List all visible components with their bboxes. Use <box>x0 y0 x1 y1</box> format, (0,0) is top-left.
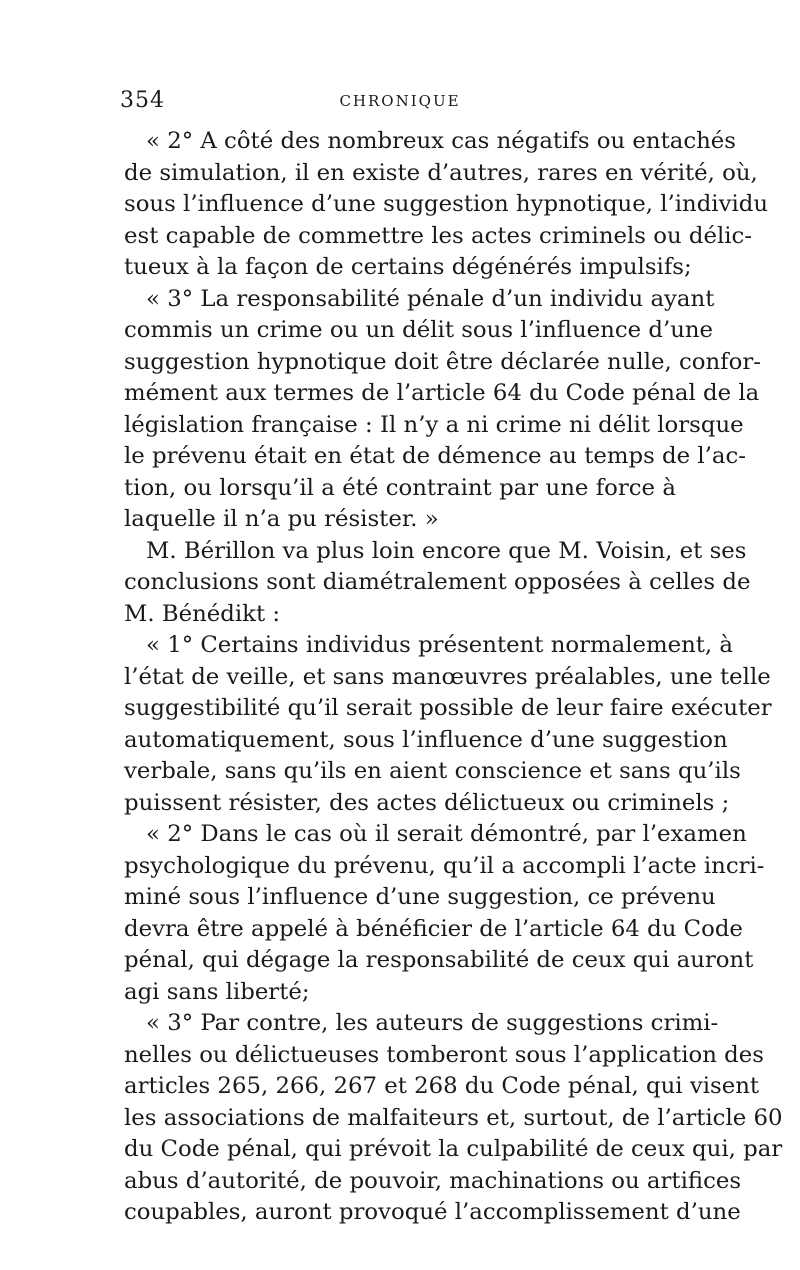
text-line: nelles ou délictueuses tomberont sous l’application des <box>124 1041 764 1068</box>
text-line: pénal, qui dégage la responsabilité de ceux qui auront <box>124 947 754 973</box>
text-line: agi sans liberté; <box>124 978 310 1005</box>
text-line: tueux à la façon de certains dégénérés impulsifs; <box>124 254 692 280</box>
text-line: laquelle il n’a pu résister. » <box>124 506 439 532</box>
text-line: sous l’influence d’une suggestion hypnotique, l’individu <box>124 191 769 217</box>
text-line: « 1° Certains individus présentent normalement, à <box>146 632 734 658</box>
running-head <box>120 88 676 118</box>
text-line: psychologique du prévenu, qu’il a accompli l’acte incri- <box>124 852 765 879</box>
text-line: miné sous l’influence d’une suggestion, ce prévenu <box>124 884 716 910</box>
text-line: puissent résister, des actes délictueux ou criminels ; <box>124 789 730 816</box>
text-line: commis un crime ou un délit sous l’influence d’une <box>124 317 714 343</box>
text-line: est capable de commettre les actes criminels ou délic- <box>124 222 753 249</box>
text-line: automatiquement, sous l’influence d’une suggestion <box>124 726 728 753</box>
text-line: de simulation, il en existe d’autres, rares en vérité, où, <box>124 159 758 186</box>
text-line: tion, ou lorsqu’il a été contraint par une force à <box>124 474 676 501</box>
text-line: suggestion hypnotique doit être déclarée nulle, confor- <box>124 348 761 375</box>
text-line: l’état de veille, et sans manœuvres préalables, une telle <box>124 663 771 690</box>
text-line: suggestibilité qu’il serait possible de leur faire exécuter <box>124 695 772 721</box>
text-line: législation française : Il n’y a ni crime ni délit lorsque <box>124 411 744 438</box>
text-line: M. Bénédikt : <box>124 600 281 627</box>
text-line: les associations de malfaiteurs et, surtout, de l’article 60 <box>124 1104 783 1131</box>
text-line: coupables, auront provoqué l’accomplissement d’une <box>124 1199 741 1225</box>
text-line: M. Bérillon va plus loin encore que M. Voisin, et ses <box>146 537 747 564</box>
page-number: 354 <box>120 88 165 113</box>
text-line: verbale, sans qu’ils en aient conscience et sans qu’ils <box>124 758 741 784</box>
body-text <box>124 126 783 1229</box>
text-line: abus d’autorité, de pouvoir, machinations ou artifices <box>124 1167 742 1194</box>
text-line: du Code pénal, qui prévoit la culpabilité de ceux qui, par <box>124 1136 783 1162</box>
text-line: « 2° A côté des nombreux cas négatifs ou entachés <box>146 128 736 154</box>
text-line: le prévenu était en état de démence au temps de l’ac- <box>124 443 746 469</box>
text-line: mément aux termes de l’article 64 du Code pénal de la <box>124 380 760 406</box>
text-line: « 3° Par contre, les auteurs de suggestions crimi- <box>146 1010 719 1036</box>
book-page <box>120 88 783 1229</box>
text-line: articles 265, 266, 267 et 268 du Code pénal, qui visent <box>124 1073 760 1099</box>
text-line: « 2° Dans le cas où il serait démontré, par l’examen <box>146 821 747 847</box>
text-line: « 3° La responsabilité pénale d’un individu ayant <box>146 285 715 312</box>
text-line: devra être appelé à bénéficier de l’article 64 du Code <box>124 915 743 942</box>
chapter-title: CHRONIQUE <box>339 92 461 110</box>
text-line: conclusions sont diamétralement opposées à celles de <box>124 569 751 595</box>
